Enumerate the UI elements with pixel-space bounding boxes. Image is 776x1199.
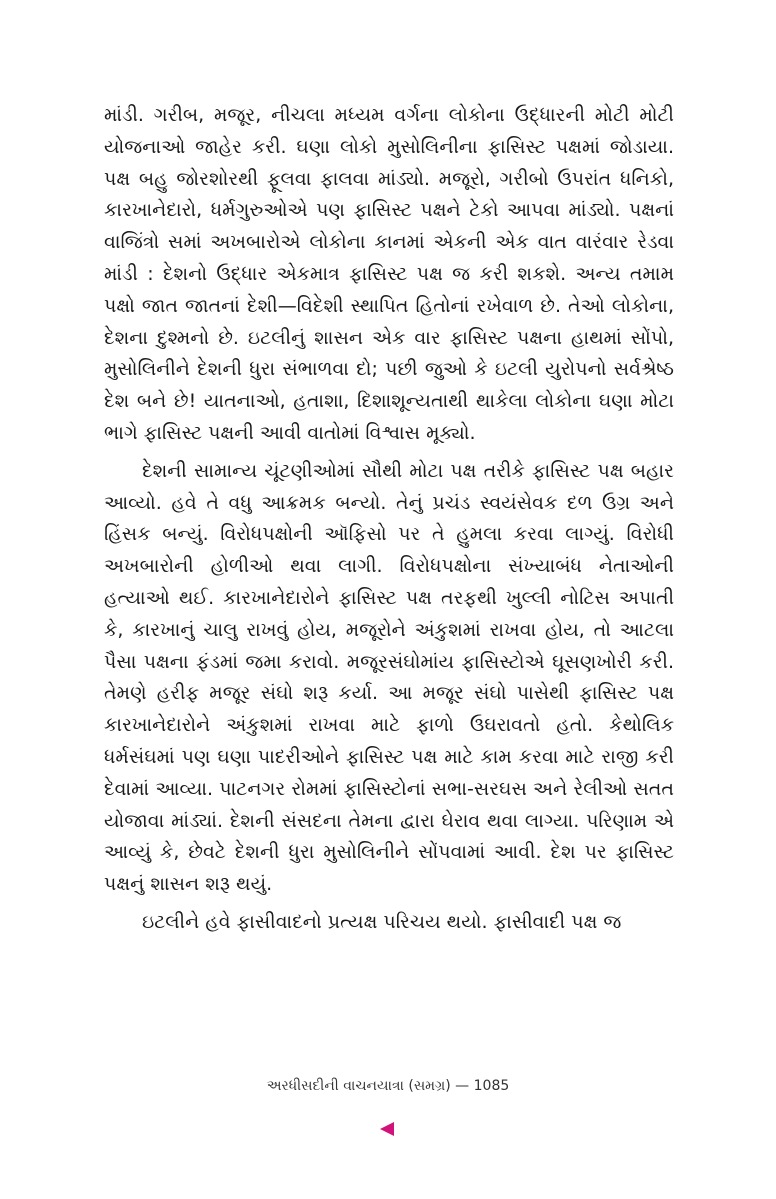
body-text [104, 100, 674, 939]
previous-page-arrow-icon[interactable] [380, 1122, 394, 1136]
page-footer: અરધીસદીની વાચનયાત્રા (સમગ્ર) — 1085 [266, 1078, 510, 1094]
paragraph-2: દેશની સામાન્ય ચૂંટણીઓમાં સૌથી મોટા પક્ષ તરીકે ફાસિસ્ટ પક્ષ બહાર આવ્યો. હવે તે વધુ આક્રમક બન્યો. તેનું પ્રચંડ સ્વયંસેવક દળ ઉગ્ર અને હિંસક બન્યું. વિરોધપક્ષોની ઑફિસો પર તે હુમલા કરવા લાગ્યું. વિરોધી અખબારોની હોળીઓ થવા લાગી. વિરોધપક્ષોના સંખ્યાબંધ નેતાઓની હત્યાઓ થઈ. કારખાનેદારોને ફાસિસ્ટ પક્ષ તરફથી ખુલ્લી નોટિસ અપાતી કે, કારખાનું ચાલુ રાખવું હોય, મજૂરોને અંકુશમાં રાખવા હોય, તો આટલા પૈસા પક્ષના ફંડમાં જમા કરાવો. મજૂરસંઘોમાંય ફાસિસ્ટોએ ઘૂસણખોરી કરી. તેમણે હરીફ મજૂર સંઘો શરૂ કર્યા. આ મજૂર સંઘો પાસેથી ફાસિસ્ટ પક્ષ કારખાનેદારોને અંકુશમાં રાખવા માટે ફાળો ઉઘરાવતો હતો. કેથોલિક ધર્મસંઘમાં પણ ઘણા પાદરીઓને ફાસિસ્ટ પક્ષ માટે કામ કરવા માટે રાજી કરી દેવામાં આવ્યા. પાટનગર રોમમાં ફાસિસ્ટોનાં સભા-સરઘસ અને રેલીઓ સતત યોજાવા માંડ્યાં. દેશની સંસદના તેમના દ્વારા ઘેરાવ થવા લાગ્યા. પરિણામ એ આવ્યું કે, છેવટે દેશની ધુરા મુસોલિનીને સોંપવામાં આવી. દેશ પર ફાસિસ્ટ પક્ષનું શાસન શરૂ થયું. [104, 459, 674, 896]
paragraph-1: માંડી. ગરીબ, મજૂર, નીચલા મધ્યમ વર્ગના લોકોના ઉદ્ધારની મોટી મોટી યોજનાઓ જાહેર કરી. ઘણા લોકો મુસોલિનીના ફાસિસ્ટ પક્ષમાં જોડાયા. પક્ષ બહુ જોરશોરથી ફૂલવા ફાલવા માંડ્યો. મજૂરો, ગરીબો ઉપરાંત ધનિકો, કારખાનેદારો, ધર્મગુરુઓએ પણ ફાસિસ્ટ પક્ષને ટેકો આપવા માંડ્યો. પક્ષનાં વાજિંત્રો સમાં અખબારોએ લોકોના કાનમાં એકની એક વાત વારંવાર રેડવા માંડી : દેશનો ઉદ્ધાર એકમાત્ર ફાસિસ્ટ પક્ષ જ કરી શકશે. અન્ય તમામ પક્ષો જાત જાતનાં દેશી—વિદેશી સ્થાપિત હિતોનાં રખેવાળ છે. તેઓ લોકોના, દેશના દુશ્મનો છે. ઇટલીનું શાસન એક વાર ફાસિસ્ટ પક્ષના હાથમાં સોંપો, મુસોલિનીને દેશની ધુરા સંભાળવા દો; પછી જુઓ કે ઇટલી યુરોપનો સર્વશ્રેષ્ઠ દેશ બને છે! યાતનાઓ, હતાશા, દિશાશૂન્યતાથી થાકેલા લોકોના ઘણા મોટા ભાગે ફાસિસ્ટ પક્ષની આવી વાતોમાં વિશ્વાસ મૂક્યો. [104, 104, 674, 444]
paragraph-3: ઇટલીને હવે ફાસીવાદનો પ્રત્યક્ષ પરિચય થયો. ફાસીવાદી પક્ષ જ [142, 910, 622, 933]
